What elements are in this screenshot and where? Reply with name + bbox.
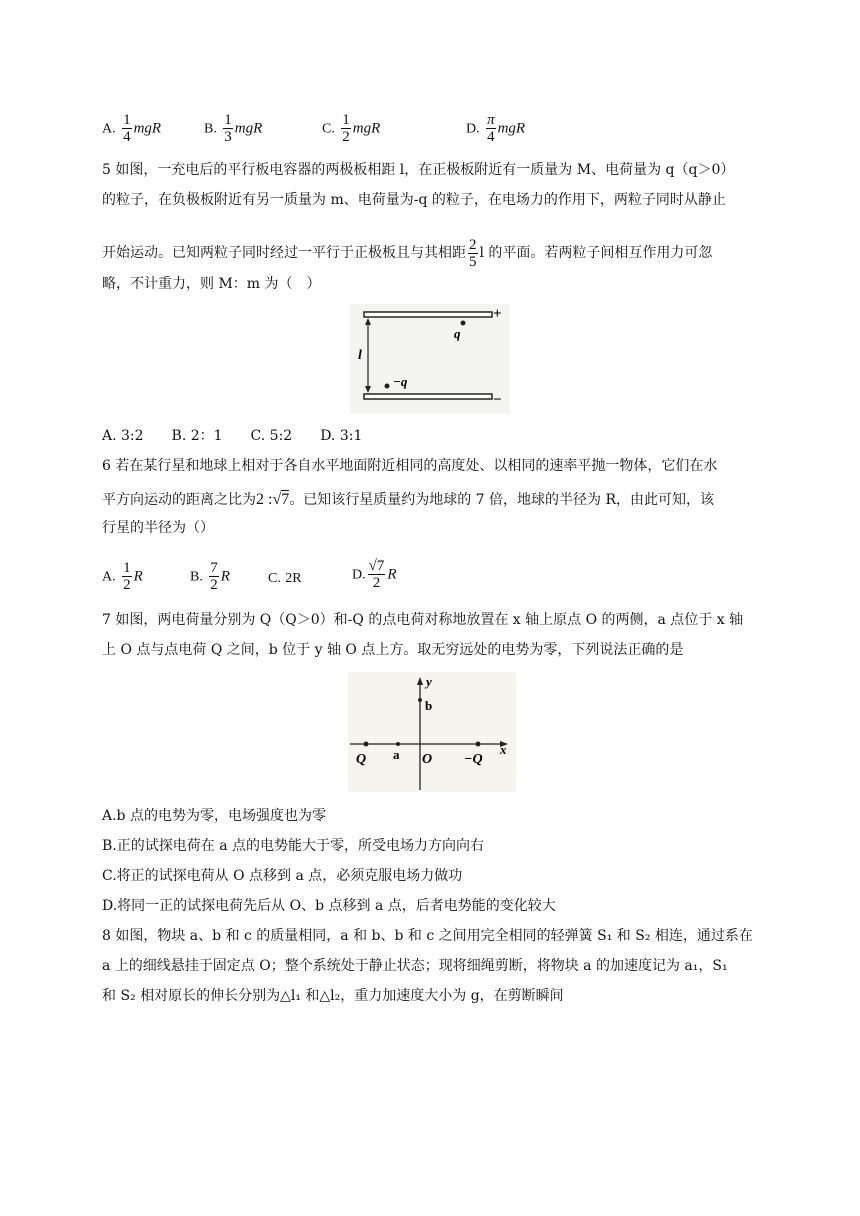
q5-line-2: 的粒子，在负极板附近有另一质量为 m、电荷量为-q 的粒子，在电场力的作用下，两粒子同时从静止 bbox=[102, 192, 726, 208]
a-label: a bbox=[393, 747, 400, 762]
neg-q-charge-label: −Q bbox=[464, 752, 483, 767]
q4-option-b: B. $\frac{1}{3}$ mgR bbox=[204, 112, 263, 145]
fraction: $\frac{2}{5}$ bbox=[469, 236, 477, 270]
q7-option-c: C.将正的试探电荷从 O 点移到 a 点，必须克服电场力做功 bbox=[102, 868, 463, 884]
particle-neg-q bbox=[385, 384, 390, 389]
q-charge-label: Q bbox=[356, 752, 367, 767]
capacitor-figure bbox=[350, 304, 510, 414]
q4-option-d: D. $\frac{\pi}{4}$ mgR bbox=[466, 112, 526, 145]
fraction: $\frac{1}{3}$ bbox=[224, 112, 232, 145]
q6-line-3: 行星的半径为（） bbox=[102, 520, 214, 536]
q6-option-d: D. $\frac{√7}{2}$ R bbox=[352, 558, 397, 591]
x-label: x bbox=[500, 742, 507, 757]
q7-option-a: A.b 点的电势为零，电场强度也为零 bbox=[102, 808, 326, 824]
q4-option-a: A. $\frac{1}{4}$ mgR bbox=[102, 112, 162, 145]
neg-q-label: −q bbox=[393, 374, 408, 389]
charge-axes-figure bbox=[348, 672, 516, 792]
q7-line-1: 7 如图，两电荷量分别为 Q（Q＞0）和-Q 的点电荷对称地放置在 x 轴上原点 O 的两侧，a 点位于 x 轴 bbox=[102, 612, 744, 628]
q7-line-2: 上 O 点与点电荷 Q 之间，b 位于 y 轴 O 点上方。取无穷远处的电势为零，下列说法正确的是 bbox=[102, 642, 684, 658]
q6-line-2: 平方向运动的距离之比为2 :√7。已知该行星质量约为地球的 7 倍，地球的半径为 R，由此可知，该 bbox=[102, 491, 715, 508]
q8-line-2: a 上的细线悬挂于固定点 O；整个系统处于静止状态；现将细绳剪断，将物块 a 的加速度记为 a₁，S₁ bbox=[102, 958, 728, 974]
q8-line-1: 8 如图，物块 a、b 和 c 的质量相同，a 和 b、b 和 c 之间用完全相同的轻弹簧 S₁ 和 S₂ 相连，通过系在 bbox=[102, 928, 753, 944]
point-a bbox=[396, 742, 400, 746]
charge-neg-q bbox=[476, 742, 481, 747]
positive-plate bbox=[364, 312, 492, 317]
fraction: $\frac{1}{2}$ bbox=[342, 112, 350, 145]
point-b bbox=[418, 698, 422, 702]
plus-label: + bbox=[493, 306, 502, 322]
q6-line-1: 6 若在某行星和地球上相对于各自水平地面附近相同的高度处、以相同的速率平抛一物体，它们在水 bbox=[102, 458, 718, 474]
q5-options: A. 3:2 B. 2：1 C. 5:2 D. 3:1 bbox=[102, 428, 363, 444]
fraction: $\frac{1}{2}$ bbox=[123, 560, 131, 593]
q5-line-4: 略，不计重力，则 M：m 为（ ） bbox=[102, 276, 321, 292]
sqrt-symbol: √ bbox=[272, 491, 282, 508]
particle-q bbox=[461, 321, 466, 326]
q5-line-1: 5 如图，一充电后的平行板电容器的两极板相距 l，在正极板附近有一质量为 M、电荷量为 q（q＞0） bbox=[102, 162, 735, 178]
fraction: $\frac{√7}{2}$ bbox=[368, 558, 385, 591]
fraction: $\frac{1}{4}$ bbox=[123, 112, 131, 145]
q6-option-a: A. $\frac{1}{2}$ R bbox=[102, 560, 143, 593]
q-label: q bbox=[454, 326, 461, 341]
q4-option-c: C. $\frac{1}{2}$ mgR bbox=[322, 112, 381, 145]
y-label: y bbox=[426, 674, 432, 689]
q7-option-d: D.将同一正的试探电荷先后从 O、b 点移到 a 点，后者电势能的变化较大 bbox=[102, 898, 556, 914]
origin-label: O bbox=[422, 752, 433, 767]
b-label: b bbox=[425, 698, 433, 713]
fraction: $\frac{\pi}{4}$ bbox=[487, 112, 495, 145]
q8-line-3: 和 S₂ 相对原长的伸长分别为△l₁ 和△l₂，重力加速度大小为 g，在剪断瞬间 bbox=[102, 988, 564, 1004]
q5-line-3: 开始运动。已知两粒子同时经过一平行于正极板且与其相距 $\frac{2}{5}$ l 的平面。若两粒子间相互作用力可忽 bbox=[102, 236, 713, 270]
negative-plate bbox=[364, 394, 492, 399]
l-label: l bbox=[358, 348, 362, 363]
charge-q bbox=[364, 742, 369, 747]
q7-option-b: B.正的试探电荷在 a 点的电势能大于零，所受电场力方向向右 bbox=[102, 838, 484, 854]
minus-label: − bbox=[493, 392, 502, 408]
q6-option-b: B. $\frac{7}{2}$ R bbox=[190, 560, 230, 593]
fraction: $\frac{7}{2}$ bbox=[210, 560, 218, 593]
q6-option-c: C. 2R bbox=[268, 571, 302, 586]
